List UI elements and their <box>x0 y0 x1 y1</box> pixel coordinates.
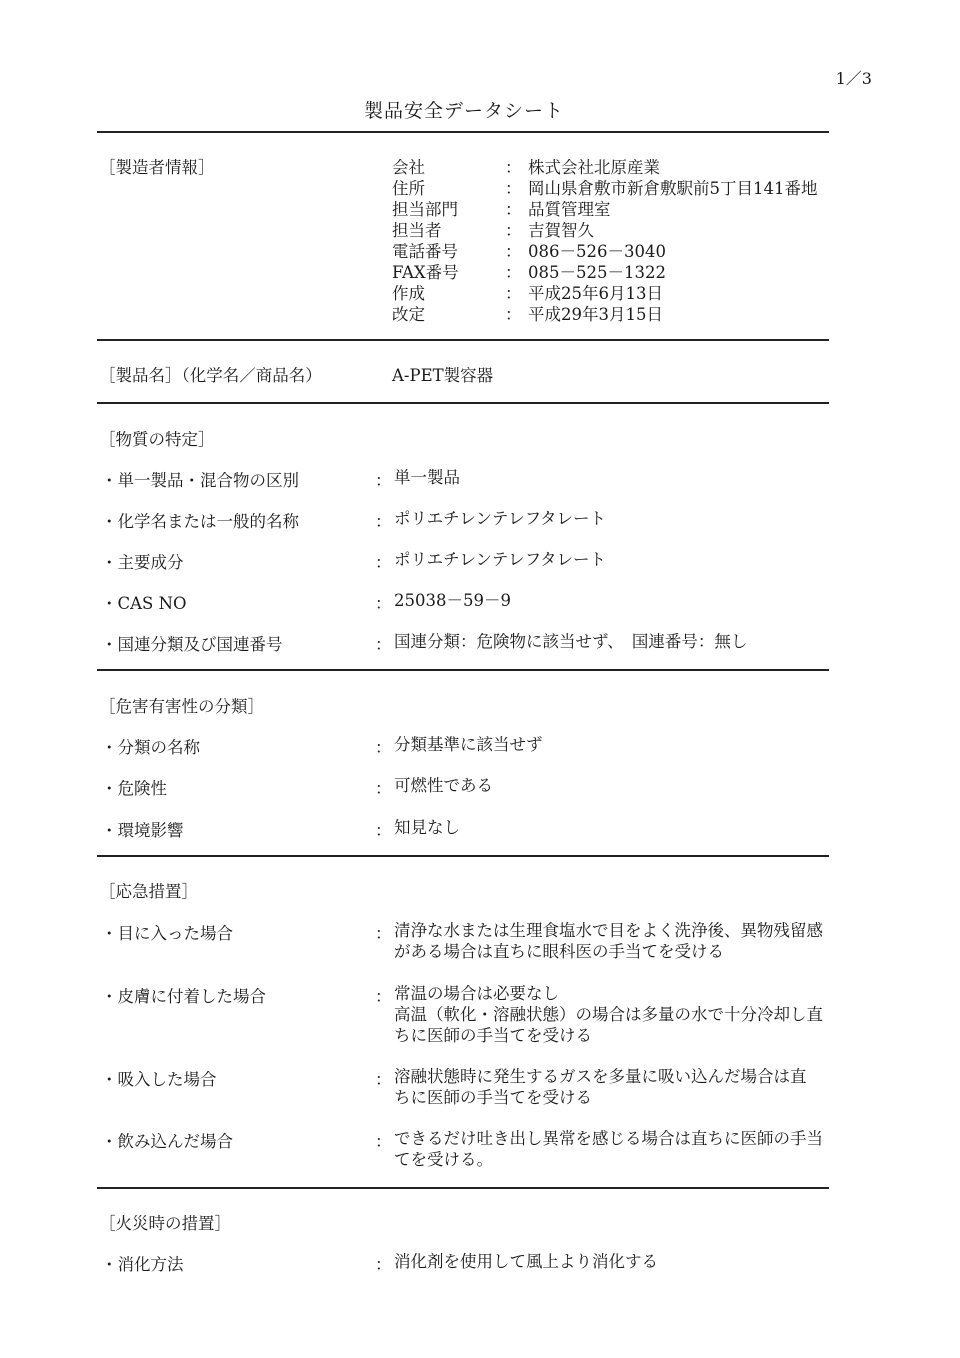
first-aid-item-value <box>394 1066 834 1108</box>
substance-item-value-line: 25038－59－9 <box>394 591 511 610</box>
first-aid-heading: ［応急措置］ <box>99 882 198 901</box>
colon-separator: ： <box>505 179 522 198</box>
substance-heading: ［物質の特定］ <box>99 430 215 449</box>
first-aid-item-value-line: がある場合は直ちに眼科医の手当てを受ける <box>394 942 724 961</box>
fire-item-value-line: 消化剤を使用して風上より消化する <box>394 1252 658 1271</box>
first-aid-item-value-line: ちに医師の手当てを受ける <box>394 1088 592 1107</box>
substance-item-value-line: ポリエチレンテレフタレート <box>394 509 606 528</box>
manufacturer-heading: ［製造者情報］ <box>99 158 215 177</box>
colon-separator: ： <box>375 779 392 798</box>
first-aid-item-value-line: 溶融状態時に発生するガスを多量に吸い込んだ場合は直 <box>394 1067 807 1086</box>
first-aid-item-value-line: てを受ける。 <box>394 1150 493 1169</box>
first-aid-item-label: ・飲み込んだ場合 <box>101 1132 233 1151</box>
manufacturer-value: 岡山県倉敷市新倉敷駅前5丁目141番地 <box>528 179 818 198</box>
substance-item-value <box>394 467 834 488</box>
manufacturer-key: FAX番号 <box>392 263 459 282</box>
hazard-item-label: ・環境影響 <box>101 821 184 840</box>
hazard-item-label: ・分類の名称 <box>101 738 200 757</box>
colon-separator: ： <box>505 305 522 324</box>
substance-item-value-line: 単一製品 <box>394 468 460 487</box>
document-title: 製品安全データシート <box>363 100 564 122</box>
first-aid-item-value-line: ちに医師の手当てを受ける <box>394 1026 592 1045</box>
colon-separator: ： <box>505 242 522 261</box>
manufacturer-key: 住所 <box>392 179 425 198</box>
fire-item-value <box>394 1251 834 1272</box>
substance-item-value <box>394 508 834 529</box>
first-aid-item-value-line: 高温（軟化・溶融状態）の場合は多量の水で十分冷却し直 <box>394 1005 823 1024</box>
colon-separator: ： <box>505 284 522 303</box>
colon-separator: ： <box>375 738 392 757</box>
first-aid-item-label: ・皮膚に付着した場合 <box>101 987 266 1006</box>
substance-item-value-line: 国連分類：危険物に該当せず、 国連番号：無し <box>394 632 748 651</box>
first-aid-item-value-line: できるだけ吐き出し異常を感じる場合は直ちに医師の手当 <box>394 1129 823 1148</box>
colon-separator: ： <box>375 1132 392 1151</box>
substance-item-value <box>394 631 834 652</box>
manufacturer-key: 改定 <box>392 305 425 324</box>
hazard-rule <box>97 855 829 857</box>
product-heading: ［製品名］（化学名／商品名） <box>99 366 322 385</box>
manufacturer-key: 作成 <box>392 284 425 303</box>
hazard-item-label: ・危険性 <box>101 779 167 798</box>
hazard-item-value-line: 可燃性である <box>394 776 493 795</box>
manufacturer-rule <box>97 339 829 341</box>
first-aid-item-label: ・吸入した場合 <box>101 1070 217 1089</box>
manufacturer-key: 会社 <box>392 158 425 177</box>
title-rule <box>97 131 829 133</box>
fire-heading: ［火災時の措置］ <box>99 1214 231 1233</box>
colon-separator: ： <box>375 553 392 572</box>
substance-item-label: ・主要成分 <box>101 553 184 572</box>
colon-separator: ： <box>375 987 392 1006</box>
hazard-item-value-line: 知見なし <box>394 818 460 837</box>
manufacturer-value: 平成29年3月15日 <box>528 305 663 324</box>
substance-item-label: ・CAS NO <box>101 594 187 613</box>
colon-separator: ： <box>505 263 522 282</box>
manufacturer-value: 086－526－3040 <box>528 242 666 261</box>
manufacturer-key: 電話番号 <box>392 242 458 261</box>
colon-separator: ： <box>375 635 392 654</box>
colon-separator: ： <box>375 594 392 613</box>
colon-separator: ： <box>375 1255 392 1274</box>
colon-separator: ： <box>505 158 522 177</box>
substance-item-value <box>394 549 834 570</box>
fire-item-label: ・消化方法 <box>101 1255 184 1274</box>
substance-rule <box>97 669 829 671</box>
first-aid-rule <box>97 1187 829 1189</box>
colon-separator: ： <box>375 471 392 490</box>
manufacturer-value: 品質管理室 <box>528 200 611 219</box>
first-aid-item-value <box>394 920 834 962</box>
hazard-heading: ［危害有害性の分類］ <box>99 697 264 716</box>
hazard-item-value <box>394 734 834 755</box>
first-aid-item-label: ・目に入った場合 <box>101 924 233 943</box>
manufacturer-value: 株式会社北原産業 <box>528 158 660 177</box>
substance-item-label: ・国連分類及び国連番号 <box>101 635 283 654</box>
hazard-item-value-line: 分類基準に該当せず <box>394 735 543 754</box>
colon-separator: ： <box>375 1070 392 1089</box>
first-aid-item-value-line: 清浄な水または生理食塩水で目をよく洗浄後、異物残留感 <box>394 921 823 940</box>
colon-separator: ： <box>375 821 392 840</box>
product-name: A-PET製容器 <box>392 366 494 385</box>
substance-item-value-line: ポリエチレンテレフタレート <box>394 550 606 569</box>
product-rule <box>97 402 829 404</box>
manufacturer-key: 担当者 <box>392 221 442 240</box>
colon-separator: ： <box>375 924 392 943</box>
substance-item-label: ・単一製品・混合物の区別 <box>101 471 299 490</box>
hazard-item-value <box>394 817 834 838</box>
first-aid-item-value-line: 常温の場合は必要なし <box>394 984 559 1003</box>
substance-item-label: ・化学名または一般的名称 <box>101 512 299 531</box>
colon-separator: ： <box>375 512 392 531</box>
colon-separator: ： <box>505 200 522 219</box>
manufacturer-value: 吉賀智久 <box>528 221 594 240</box>
page-number: 1／3 <box>835 69 872 88</box>
hazard-item-value <box>394 775 834 796</box>
colon-separator: ： <box>505 221 522 240</box>
manufacturer-value: 085－525－1322 <box>528 263 666 282</box>
manufacturer-value: 平成25年6月13日 <box>528 284 663 303</box>
first-aid-item-value <box>394 983 834 1046</box>
manufacturer-key: 担当部門 <box>392 200 458 219</box>
first-aid-item-value <box>394 1128 834 1170</box>
substance-item-value <box>394 590 834 611</box>
